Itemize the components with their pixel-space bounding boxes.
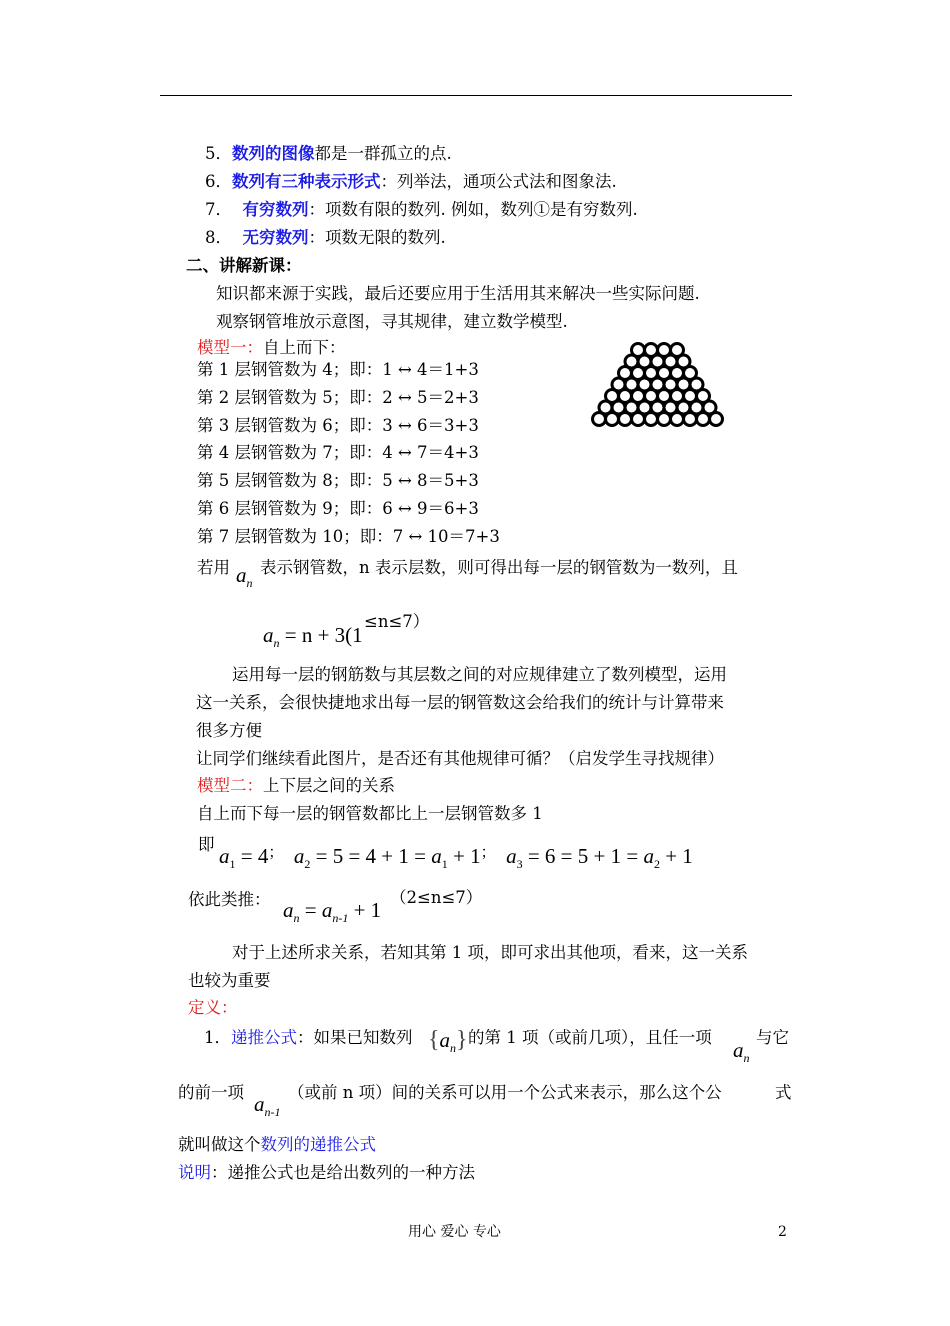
section-heading: 二、讲解新课：: [186, 256, 302, 275]
def2-text-b: （或前 n 项）间的关系可以用一个公式来表示，那么这个公: [288, 1083, 722, 1102]
sequence-an-braced: $\{a_n\}$: [428, 1027, 468, 1055]
para1-line-1: 运用每一层的钢筋数与其层数之间的对应规律建立了数列模型，运用: [232, 665, 727, 684]
ji-label: 即: [198, 835, 215, 854]
intro-line-2: 观察钢管堆放示意图，寻其规律，建立数学模型.: [216, 312, 568, 331]
formula-an: $a_n = n + 3(1$: [263, 623, 363, 650]
definition-label: 定义：: [188, 998, 238, 1017]
model1-heading: 模型一：自上而下：: [197, 338, 346, 357]
an-usage-before: 若用: [197, 558, 230, 577]
formula-an-condition: ≤n≤7）: [364, 612, 430, 631]
equation-chain: $a_1 = 4^;$ $a_2 = 5 = 4 + 1 = a_1 + 1^;$ $a_3 = 6 = 5 + 1 = a_2 + 1$: [219, 844, 693, 871]
def1-text-b: 的第 1 项（或前几项），且任一项: [468, 1028, 712, 1047]
layer-line: 第 2 层钢管数为 5；即：2 ↔ 5＝2+3: [197, 387, 479, 407]
item-5: 5．数列的图像都是一群孤立的点.: [205, 144, 452, 163]
def2-text-a: 的前一项: [178, 1083, 244, 1102]
layer-line: 第 1 层钢管数为 4；即：1 ↔ 4＝1+3: [197, 360, 479, 379]
pipe-stack-figure: [590, 342, 725, 432]
analog-label: 依此类推：: [188, 890, 271, 909]
pipe-circle: [710, 413, 723, 426]
layer-line: 第 4 层钢管数为 7；即：4 ↔ 7＝4+3: [197, 443, 479, 463]
note: 说明：递推公式也是给出数列的一种方法: [178, 1163, 475, 1182]
pipe-circle: [593, 413, 606, 426]
pipe-circle: [632, 413, 645, 426]
para3-line-2: 也较为重要: [188, 971, 271, 990]
pipe-circle: [697, 413, 710, 426]
model2-heading: 模型二：上下层之间的关系: [197, 776, 395, 795]
footer-center: 用心 爱心 专心: [408, 1224, 501, 1240]
item-7: 7． 有穷数列：项数有限的数列. 例如，数列①是有穷数列.: [205, 200, 638, 219]
para1-line-2: 这一关系，会很快捷地求出每一层的钢管数这会给我们的统计与计算带来: [196, 693, 724, 712]
pipe-circle: [684, 413, 697, 426]
analog-formula: $a_n = a_{n-1} + 1$: [283, 898, 382, 925]
layer-line: 第 6 层钢管数为 9；即：6 ↔ 9＝6+3: [197, 499, 479, 518]
pipe-circle: [619, 413, 632, 426]
def1-an: $a_n$: [733, 1038, 750, 1065]
para3-line-1: 对于上述所求关系，若知其第 1 项，即可求出其他项，看来，这一关系: [232, 943, 748, 962]
an-usage-after: 表示钢管数，n 表示层数，则可得出每一层的钢管数为一数列，且: [260, 558, 738, 577]
def2-an-1: $a_{n-1}$: [254, 1092, 281, 1119]
analog-condition: （2≤n≤7）: [390, 888, 483, 907]
pipe-circle: [671, 413, 684, 426]
pipe-circle: [645, 413, 658, 426]
para1-line-3: 很多方便: [196, 721, 262, 740]
intro-line-1: 知识都来源于实践，最后还要应用于生活用其来解决一些实际问题.: [216, 284, 700, 303]
header-rule: [160, 95, 792, 96]
layer-line: 第 7 层钢管数为 10；即：7 ↔ 10＝7+3: [197, 526, 500, 546]
item-8: 8． 无穷数列：项数无限的数列.: [205, 228, 446, 247]
para2: 让同学们继续看此图片，是否还有其他规律可循？（启发学生寻找规律）: [196, 749, 724, 768]
pipe-circle: [658, 413, 671, 426]
an-symbol: $a_n$: [236, 563, 253, 590]
def2-text-c: 式: [775, 1083, 792, 1102]
def1-text-c: 与它: [756, 1028, 789, 1047]
model2-desc: 自上而下每一层的钢管数都比上一层钢管数多 1: [197, 804, 543, 823]
page-number: 2: [778, 1224, 787, 1240]
def3: 就叫做这个数列的递推公式: [178, 1135, 376, 1154]
layer-line: 第 3 层钢管数为 6；即：3 ↔ 6＝3+3: [197, 415, 479, 435]
def1-text-a: 1．递推公式：如果已知数列: [204, 1028, 413, 1047]
layer-line: 第 5 层钢管数为 8；即：5 ↔ 8＝5+3: [197, 471, 479, 491]
pipe-circle: [606, 413, 619, 426]
item-6: 6．数列有三种表示形式：列举法，通项公式法和图象法.: [205, 172, 617, 191]
